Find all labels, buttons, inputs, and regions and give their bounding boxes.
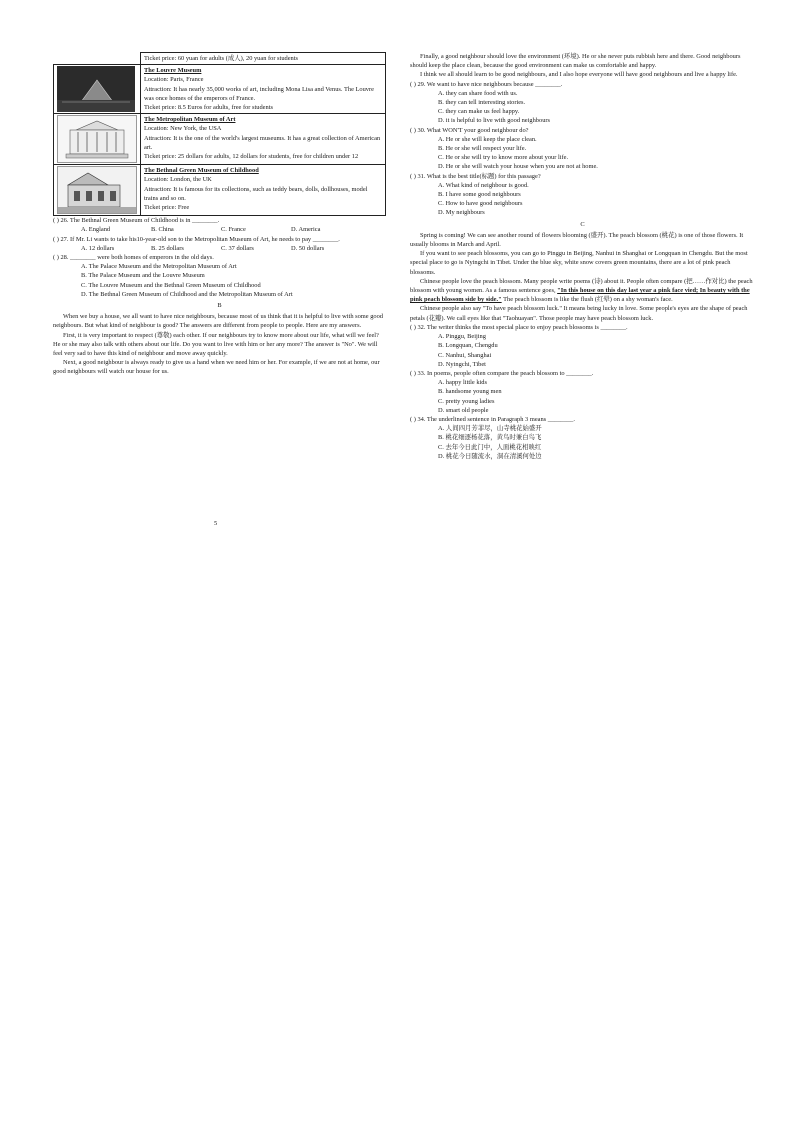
q28-option-a[interactable]: A. The Palace Museum and the Metropolitan Museum of Art	[81, 263, 237, 271]
q30-option-b[interactable]: B. He or she will respect your life.	[438, 145, 527, 153]
q29-option-c[interactable]: C. they can make us feel happy.	[438, 108, 520, 116]
passage-c-paragraph: Chinese people also say "To have peach blossom luck." It means being lucky in love. Some people's eyes are the shape of peach petals (花瓣). We call eyes like that "Taohuayan". Those people may have peach blossom luck.	[410, 305, 748, 322]
q27-options	[53, 244, 386, 253]
met-row	[54, 114, 386, 165]
page-number: 5	[214, 520, 218, 527]
q29-option-d[interactable]: D. it is helpful to live with good neighbours	[438, 117, 551, 125]
q32-options	[410, 332, 755, 369]
q33-option-c[interactable]: C. pretty young ladies	[438, 397, 495, 405]
paragraph-3-text: Chinese people love the peach blossom. Many people write poems (诗) about it. People often compare (把……作对比) the peach blossom with young women. As a famous sentence goes,	[410, 277, 753, 295]
q30-option-c[interactable]: C. He or she will try to know more about your life.	[438, 154, 569, 162]
q28-option-c[interactable]: C. The Louvre Museum and the Bethnal Green Museum of Childhood	[81, 281, 261, 289]
q31-options	[410, 181, 755, 218]
q32-option-a[interactable]: A. Pinggu, Beijing	[438, 333, 486, 341]
passage-b-paragraph: First, it is very important to respect (尊敬) each other. If our neighbours try to know more about our life, what will we feel? He or she may also talk with others about our life. Do you want to live with him or her any more? The answer is "No". We will feel very sad to have this kind of neighbour and move away quickly.	[53, 331, 379, 358]
q27-stem: ( ) 27. If Mr. Li wants to take his10-year-old son to the Metropolitan Museum of Art, he needs to pay ________.	[53, 235, 340, 243]
q27-option-d[interactable]: D. 50 dollars	[291, 244, 325, 252]
louvre-ticket: Ticket price: 8.5 Euros for adults, free for students	[144, 104, 273, 112]
q28-stem: ( ) 28. ________ were both homes of emperors in the old days.	[53, 254, 214, 262]
louvre-location: Location: Paris, France	[144, 76, 204, 84]
met-ticket: Ticket price: 25 dollars for adults, 12 dollars for students, free for children under 12	[144, 153, 359, 161]
q31-option-c[interactable]: C. How to have good neighbours	[438, 200, 523, 208]
q33-stem: ( ) 33. In poems, people often compare the peach blossom to ________.	[410, 369, 594, 377]
q34-option-b[interactable]: B. 桃花细逐杨花落，黄鸟时兼白鸟飞	[438, 434, 542, 442]
q33-options	[410, 378, 755, 415]
paragraph-3-tail: The peach blossom is like the flush (红晕) on a shy woman's face.	[501, 296, 673, 304]
q32-option-b[interactable]: B. Longquan, Chengdu	[438, 342, 498, 350]
q34-options	[410, 424, 755, 461]
q32-option-c[interactable]: C. Nanhui, Shanghai	[438, 351, 492, 359]
louvre-attraction: Attraction: It has nearly 35,000 works of art, including Mona Lisa and Venus. The Louvre was once homes of the emperors of France.	[144, 85, 374, 102]
q34-stem: ( ) 34. The underlined sentence in Paragraph 3 means ________.	[410, 415, 575, 423]
bethnal-ticket: Ticket price: Free	[144, 204, 190, 212]
louvre-row	[54, 65, 386, 114]
met-name: The Metropolitan Museum of Art	[144, 116, 236, 124]
passage-b-paragraph: When we buy a house, we all want to have nice neighbours, because most of us think that it is helpful to live with some good neighbours. But what kind of neighbour is good? The answers are different from people to people. Here are my answers.	[53, 313, 383, 330]
louvre-name: The Louvre Museum	[144, 67, 202, 75]
bethnal-image-cell	[54, 165, 141, 216]
q26-stem: ( ) 26. The Bethnal Green Museum of Childhood is in ________.	[53, 217, 220, 225]
bethnal-photo	[57, 166, 137, 214]
met-location: Location: New York, the USA	[144, 125, 222, 133]
passage-b-paragraph: Next, a good neighbour is always ready to give us a hand when we need him or her. For example, if we are not at home, our good neighbours will watch our house for us.	[53, 359, 380, 376]
q34-option-d[interactable]: D. 桃花今日随流水，洞在清溪何处边	[438, 452, 542, 460]
louvre-photo	[57, 66, 135, 112]
q26-option-b[interactable]: B. China	[151, 226, 174, 234]
q30-options	[410, 135, 755, 172]
q31-option-b[interactable]: B. I have some good neighbours	[438, 191, 521, 199]
q27-option-a[interactable]: A. 12 dollars	[81, 244, 115, 252]
museum-table	[53, 52, 386, 216]
q29-options	[410, 89, 755, 126]
passage-c-paragraph-3	[410, 277, 755, 305]
passage-b-paragraph: I think we all should learn to be good neighbours, and I also hope everyone will have good neighbours and live a happy life.	[420, 71, 738, 79]
first-ticket-price: Ticket price: 60 yuan for adults (成人), 20 yuan for students	[141, 53, 386, 65]
louvre-image-cell	[54, 65, 141, 114]
q30-option-a[interactable]: A. He or she will keep the place clean.	[438, 135, 537, 143]
q30-stem: ( ) 30. What WON'T your good neighbour do?	[410, 126, 529, 134]
q27-option-c[interactable]: C. 37 dollars	[221, 244, 254, 252]
q34-option-a[interactable]: A. 人间四月芳菲尽，山寺桃花始盛开	[438, 425, 542, 433]
q33-option-a[interactable]: A. happy little kids	[438, 379, 487, 387]
q28-options	[53, 262, 386, 299]
q30-option-d[interactable]: D. He or she will watch your house when you are not at home.	[438, 163, 598, 171]
bethnal-name: The Bethnal Green Museum of Childhood	[144, 167, 259, 175]
right-column	[410, 52, 755, 461]
passage-b-paragraph: Finally, a good neighbour should love the environment (环境). He or she never puts rubbish here and there. Good neighbours should keep the place clean, because the good environment can make us comfortable and happy.	[410, 53, 741, 70]
q29-option-a[interactable]: A. they can share food with us.	[438, 89, 518, 97]
underlined-sentence: "In this house on this day last year a pink face vied; In beauty with the pink peach blossom side by side."	[410, 287, 750, 304]
left-column	[53, 52, 386, 377]
q31-stem: ( ) 31. What is the best title(标题) for this passage?	[410, 172, 541, 180]
q31-option-d[interactable]: D. My neighbours	[438, 209, 485, 217]
met-image-cell	[54, 114, 141, 165]
q26-option-d[interactable]: D. America	[291, 226, 321, 234]
bethnal-row	[54, 165, 386, 216]
met-attraction: Attraction: It is the one of the world's largest museums. It has a great collection of American art.	[144, 134, 381, 151]
section-b-heading: B	[217, 302, 222, 310]
q32-stem: ( ) 32. The writer thinks the most special place to enjoy peach blossoms is ________.	[410, 323, 628, 331]
q26-options	[53, 225, 386, 234]
q33-option-d[interactable]: D. smart old people	[438, 406, 489, 414]
q26-option-c[interactable]: C. France	[221, 226, 246, 234]
q31-option-a[interactable]: A. What kind of neighbour is good.	[438, 181, 529, 189]
q33-option-b[interactable]: B. handsome young men	[438, 388, 502, 396]
bethnal-location: Location: London, the UK	[144, 176, 212, 184]
section-c-heading: C	[580, 220, 585, 228]
q29-option-b[interactable]: B. they can tell interesting stories.	[438, 99, 526, 107]
q34-option-c[interactable]: C. 去年今日此门中，人面桃花相映红	[438, 443, 542, 451]
met-photo	[57, 115, 137, 163]
q28-option-b[interactable]: B. The Palace Museum and the Louvre Museum	[81, 272, 205, 280]
passage-c-paragraph: If you want to see peach blossoms, you can go to Pinggu in Beijing, Nanhui in Shanghai or Longquan in Chengdu. But the most special place to go is Nyingchi in Tibet. Under the blue sky, white snow covers green mountains, there are a lot of pink peach blossoms.	[410, 250, 748, 276]
bethnal-attraction: Attraction: It is famous for its collections, such as teddy bears, dolls, dollhouses, model trains and so on.	[144, 185, 368, 202]
q28-option-d[interactable]: D. The Bethnal Green Museum of Childhood and the Metropolitan Museum of Art	[81, 290, 293, 298]
q32-option-d[interactable]: D. Nyingchi, Tibet	[438, 360, 486, 368]
q29-stem: ( ) 29. We want to have nice neighbours because ________.	[410, 80, 563, 88]
passage-c-paragraph: Spring is coming! We can see another round of flowers blooming (盛开). The peach blossom (桃花) is one of those flowers. It usually blooms in March and April.	[410, 231, 744, 249]
q27-option-b[interactable]: B. 25 dollars	[151, 244, 184, 252]
q26-option-a[interactable]: A. England	[81, 226, 111, 234]
